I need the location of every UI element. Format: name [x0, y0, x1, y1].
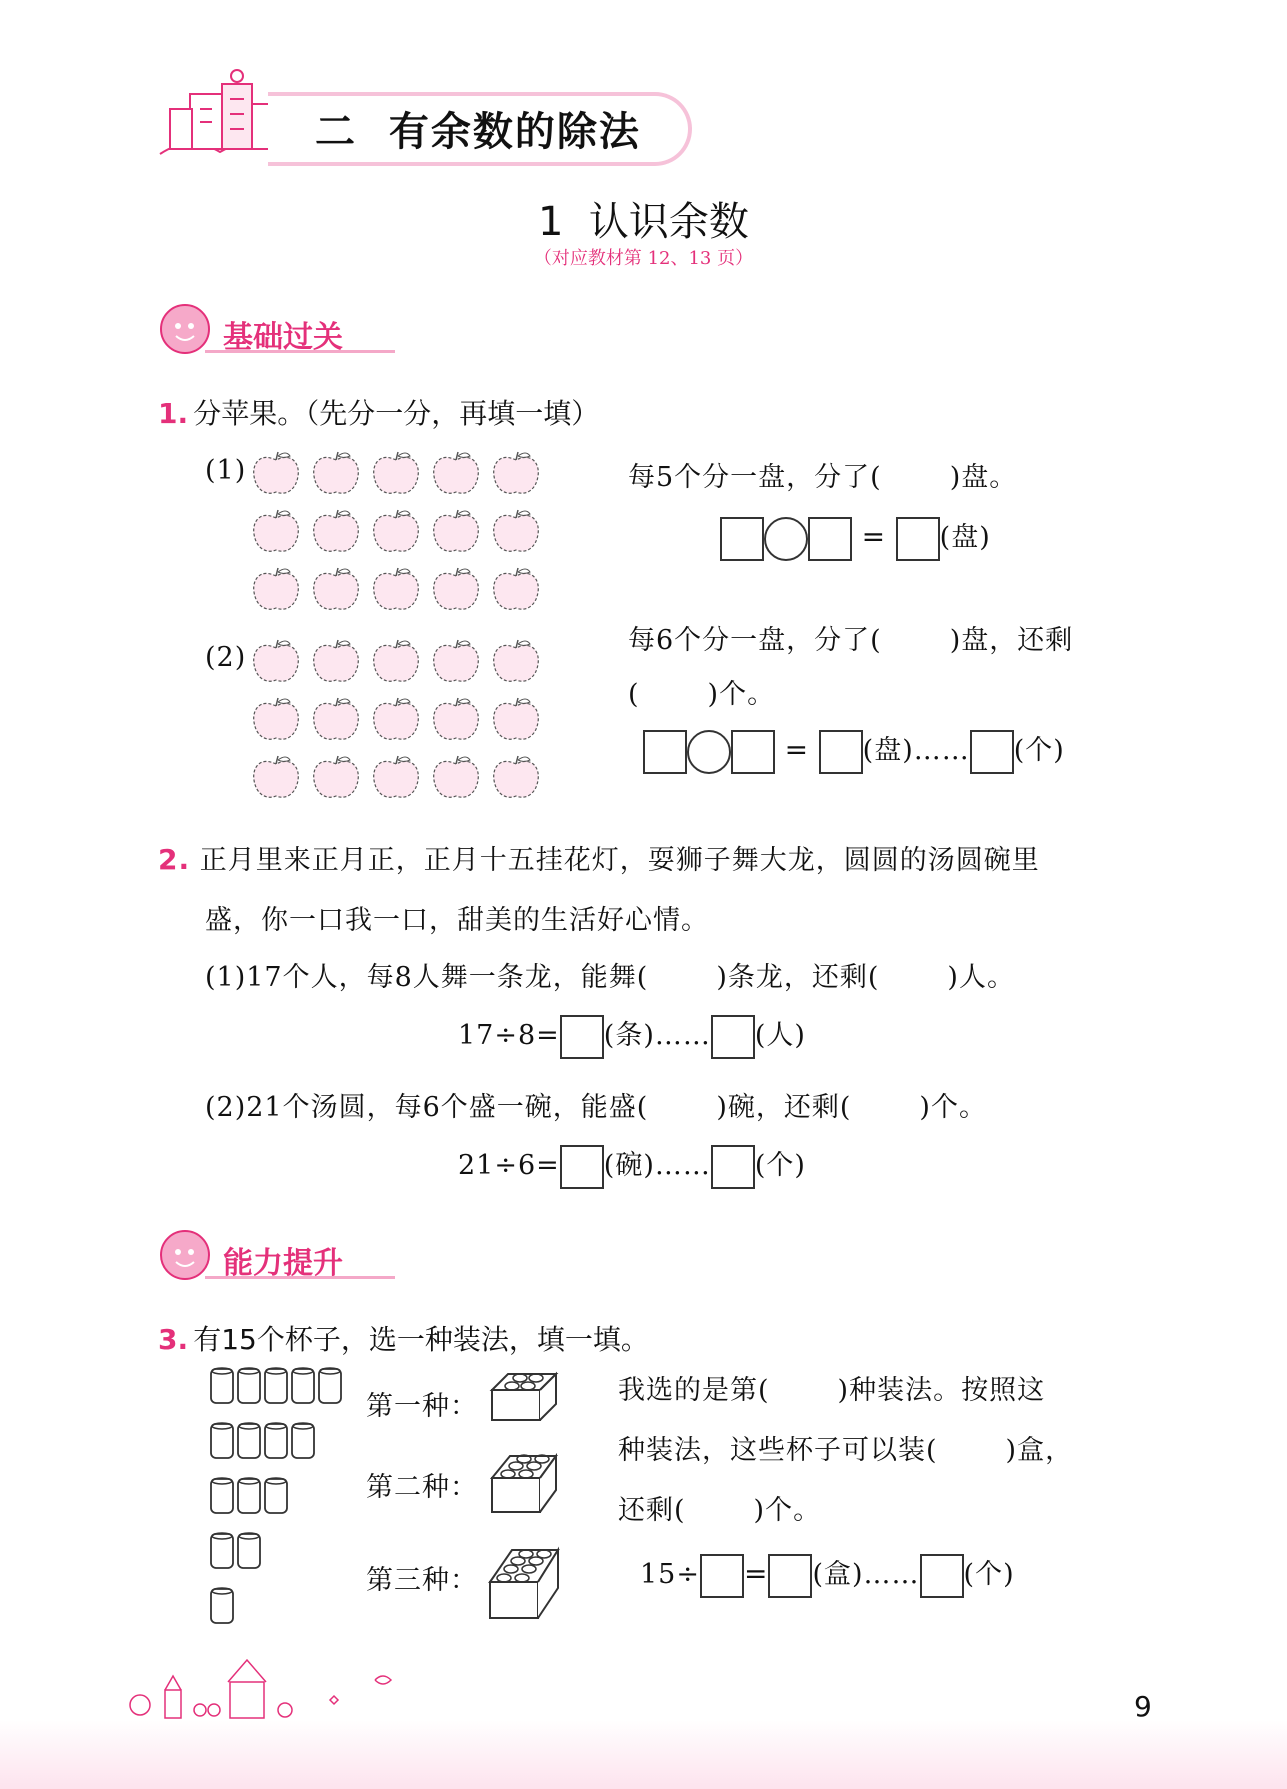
q2-p2-a: (2)21个汤圆，每6个盛一碗，能盛(: [205, 1092, 649, 1123]
q2-number: 2.: [158, 843, 191, 876]
q3-text1-a: 我选的是第(: [618, 1375, 770, 1406]
footer-band: [0, 1720, 1287, 1789]
q3-option-1: 第一种：: [366, 1391, 478, 1422]
cup-icon: [211, 1588, 233, 1623]
apple-icon: [310, 754, 362, 802]
box-4-slots-icon: [488, 1368, 560, 1424]
q1-heading: [158, 392, 599, 432]
answer-box[interactable]: [920, 1554, 964, 1598]
cup-icon: [211, 1478, 233, 1513]
answer-box[interactable]: [560, 1145, 604, 1189]
q2-p2-unit2: (个): [754, 1150, 806, 1181]
q1-part2-text-b: )盘，还剩: [949, 625, 1074, 656]
q3-title: 有15个杯子，选一种装法，填一填。: [193, 1323, 649, 1356]
q1-part1-sentence: [628, 455, 1017, 494]
q1-part1-unit: (盘): [939, 522, 991, 553]
apple-icon: [430, 754, 482, 802]
q1-part2-text-d: )个。: [707, 679, 776, 710]
answer-box[interactable]: [970, 730, 1014, 774]
q3-sentence-1: [618, 1368, 1045, 1407]
q1-part2-text-c: (: [628, 679, 640, 710]
answer-box[interactable]: [768, 1554, 812, 1598]
answer-box[interactable]: [808, 517, 852, 561]
q2-p1-a: (1)17个人，每8人舞一条龙，能舞(: [205, 962, 649, 993]
answer-box[interactable]: [731, 730, 775, 774]
cup-icon: [265, 1423, 287, 1458]
mascot-icon: [158, 1228, 212, 1282]
apple-icon: [250, 638, 302, 686]
q2-p1-b: )条龙，还剩(: [716, 962, 880, 993]
cup-icon: [292, 1368, 314, 1403]
apple-icon: [430, 450, 482, 498]
equals-sign: =: [784, 733, 810, 766]
cup-icon: [238, 1533, 260, 1568]
q2-part2-equation: [458, 1143, 806, 1189]
q3-text1-b: )种装法。按照这: [837, 1375, 1046, 1406]
apple-icon: [430, 696, 482, 744]
cup-icon: [211, 1368, 233, 1403]
basic-section-label: 基础过关: [223, 320, 343, 355]
apple-icon: [250, 696, 302, 744]
apple-icon: [370, 508, 422, 556]
cup-icon: [238, 1423, 260, 1458]
q2-p1-unit2: (人): [754, 1020, 806, 1051]
q1-part2-unit1: (盘): [862, 735, 914, 766]
q3-heading: [158, 1318, 649, 1358]
q3-sentence-2: [618, 1428, 1073, 1467]
apple-icon: [490, 638, 542, 686]
page-number: 9: [1134, 1690, 1152, 1723]
answer-box[interactable]: [700, 1554, 744, 1598]
q2-p1-dots: ……: [654, 1020, 711, 1051]
q1-part1-equation: [720, 515, 991, 561]
apple-icon: [430, 508, 482, 556]
q2-line-1: [158, 838, 1040, 877]
box-8-slots-icon: [486, 1542, 562, 1624]
q3-unit2: (个): [963, 1559, 1015, 1590]
answer-box[interactable]: [720, 517, 764, 561]
q2-p2-dots: ……: [654, 1150, 711, 1181]
answer-box[interactable]: [643, 730, 687, 774]
q3-text2-b: )盒，: [1005, 1435, 1074, 1466]
apple-icon: [310, 696, 362, 744]
cup-icon: [238, 1368, 260, 1403]
q2-p1-unit1: (条): [603, 1020, 655, 1051]
apple-icon: [370, 450, 422, 498]
apple-icon: [430, 638, 482, 686]
section-subtitle: （对应教材第 12、13 页）: [533, 248, 754, 269]
apple-icon: [310, 566, 362, 614]
q1-part1-label: (1): [205, 455, 247, 486]
q2-text-2: 盛，你一口我一口，甜美的生活好心情。: [205, 905, 709, 936]
cups-illustration: [210, 1365, 350, 1630]
advanced-section-tag: [205, 1238, 395, 1279]
q2-part1-sentence: [205, 955, 1015, 994]
apple-icon: [490, 696, 542, 744]
equals-sign: =: [861, 520, 887, 553]
q2-p1-expr: 17÷8=: [458, 1020, 560, 1051]
advanced-section-label: 能力提升: [223, 1246, 343, 1281]
q3-number: 3.: [158, 1323, 189, 1356]
cup-icon: [211, 1423, 233, 1458]
box-6-slots-icon: [488, 1448, 560, 1516]
apple-icon: [250, 754, 302, 802]
q1-hint: （先分一分，再填一填）: [305, 397, 600, 430]
q1-part1-text-b: )盘。: [949, 462, 1018, 493]
q2-text-1: 正月里来正月正，正月十五挂花灯，耍狮子舞大龙，圆圆的汤圆碗里: [199, 845, 1040, 876]
apple-icon: [490, 566, 542, 614]
q1-part2-label: (2): [205, 642, 247, 673]
q3-text3-a: 还剩(: [618, 1495, 686, 1526]
q3-unit1: (盒): [812, 1559, 864, 1590]
operator-circle[interactable]: [687, 730, 731, 774]
q2-p2-b: )碗，还剩(: [716, 1092, 852, 1123]
apple-icon: [490, 508, 542, 556]
mascot-icon: [158, 302, 212, 356]
q3-text3-b: )个。: [753, 1495, 822, 1526]
q3-option-3: 第三种：: [366, 1565, 478, 1596]
cup-icon: [319, 1368, 341, 1403]
apple-icon: [250, 450, 302, 498]
apple-icon: [310, 638, 362, 686]
section-title: 1 认识余数: [538, 199, 749, 245]
chapter-title: 二 有余数的除法: [315, 109, 641, 155]
apple-icon: [250, 566, 302, 614]
q2-p2-c: )个。: [919, 1092, 987, 1123]
q3-equation: [640, 1552, 1015, 1598]
q3-sentence-3: [618, 1488, 821, 1527]
q1-part2-sentence-1: [628, 618, 1073, 657]
cup-icon: [292, 1423, 314, 1458]
apple-icon: [370, 754, 422, 802]
q1-part2-sentence-2: [628, 672, 775, 711]
q3-option-2: 第二种：: [366, 1472, 478, 1503]
apple-icon: [490, 450, 542, 498]
answer-box[interactable]: [896, 517, 940, 561]
apple-grid-1: [250, 450, 560, 620]
answer-box[interactable]: [711, 1145, 755, 1189]
apple-icon: [310, 508, 362, 556]
footer-town-icon: [120, 1650, 400, 1720]
q2-p2-unit1: (碗): [603, 1150, 655, 1181]
answer-box[interactable]: [560, 1015, 604, 1059]
q1-title: 分苹果。: [193, 397, 306, 430]
q3-dots: ……: [863, 1559, 920, 1590]
apple-icon: [370, 566, 422, 614]
basic-section-tag: [205, 312, 395, 353]
apple-icon: [430, 566, 482, 614]
q3-expr: 15÷: [640, 1559, 700, 1590]
cup-icon: [238, 1478, 260, 1513]
q2-p1-c: )人。: [947, 962, 1015, 993]
apple-icon: [490, 754, 542, 802]
cup-icon: [211, 1533, 233, 1568]
q1-number: 1.: [158, 397, 189, 430]
q1-part2-unit2: (个): [1013, 735, 1065, 766]
q2-p2-expr: 21÷6=: [458, 1150, 560, 1181]
q2-part1-equation: [458, 1013, 806, 1059]
q1-part2-text-a: 每6个分一盘，分了(: [628, 625, 882, 656]
apple-icon: [310, 450, 362, 498]
apple-grid-2: [250, 638, 560, 808]
cup-icon: [265, 1478, 287, 1513]
q1-part2-dots: ……: [913, 735, 970, 766]
apple-icon: [250, 508, 302, 556]
q1-part2-equation: [643, 728, 1065, 774]
q1-part1-text-a: 每5个分一盘，分了(: [628, 462, 882, 493]
answer-box[interactable]: [711, 1015, 755, 1059]
answer-box[interactable]: [819, 730, 863, 774]
apple-icon: [370, 638, 422, 686]
equals-sign: =: [743, 1557, 769, 1590]
cup-icon: [265, 1368, 287, 1403]
operator-circle[interactable]: [764, 517, 808, 561]
apple-icon: [370, 696, 422, 744]
q2-part2-sentence: [205, 1085, 987, 1124]
q3-text2-a: 种装法，这些杯子可以装(: [618, 1435, 938, 1466]
